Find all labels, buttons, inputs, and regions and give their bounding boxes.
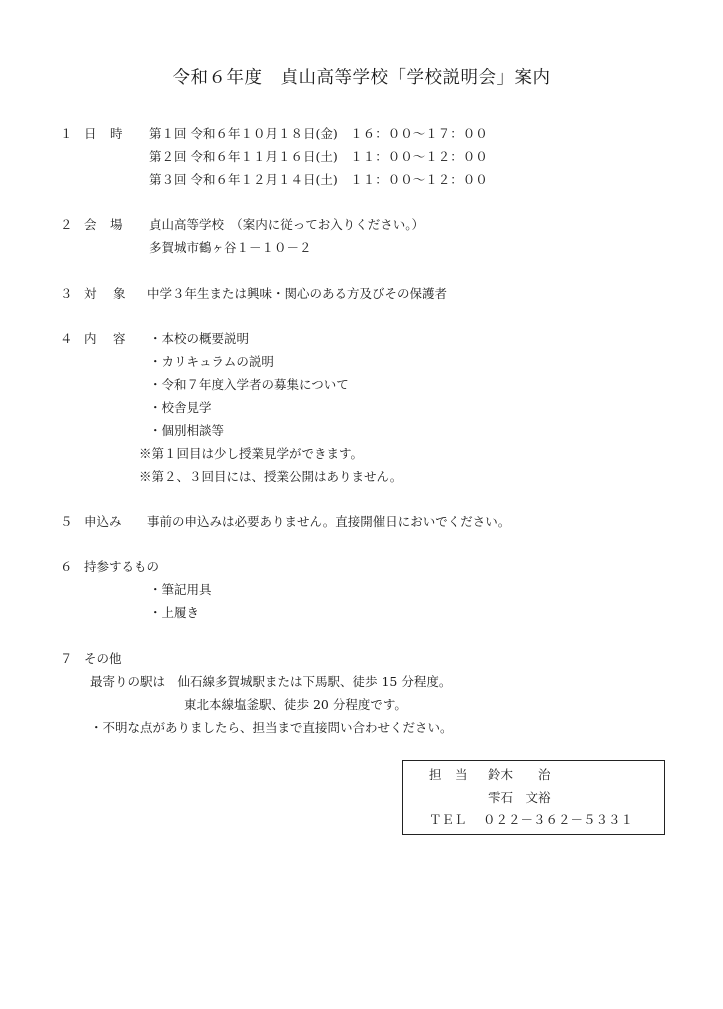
section-label: その他 (84, 651, 122, 666)
contact-box (402, 760, 665, 835)
inquiry-text: ・不明な点がありましたら、担当まで直接問い合わせください。 (90, 720, 453, 735)
section-label-char: 日 (84, 126, 97, 141)
content-item: ・令和７年度入学者の募集について (149, 377, 349, 392)
contact-label-char: 当 (455, 767, 468, 782)
content-note: ※第１回目は少し授業見学ができます。 (139, 446, 364, 461)
content-item: ・個別相談等 (149, 423, 225, 438)
section-label-char: 時 (110, 126, 123, 141)
section-label-char: 内 (84, 331, 97, 346)
belonging-item: ・筆記用具 (149, 582, 212, 597)
session-1: 第１回 令和６年１０月１８日(金) １６：００〜１７：００ (149, 126, 488, 141)
application-text: 事前の申込みは必要ありません。直接開催日においでください。 (147, 514, 511, 529)
belonging-item: ・上履き (149, 605, 200, 620)
content-item: ・校舎見学 (149, 400, 212, 415)
venue-text: 貞山高等学校 （案内に従ってお入りください。） (149, 217, 425, 232)
content-note: ※第２、３回目には、授業公開はありません。 (139, 469, 403, 484)
section-number: ６ (60, 559, 73, 574)
station-info-2: 東北本線塩釜駅、徒歩 20 分程度です。 (184, 697, 407, 712)
session-2: 第２回 令和６年１１月１６日(土) １１：００〜１２：００ (149, 149, 488, 164)
section-number: ７ (60, 651, 73, 666)
content-item: ・本校の概要説明 (149, 331, 250, 346)
section-number: ４ (60, 331, 73, 346)
section-label-char: 容 (113, 331, 126, 346)
section-number: ３ (60, 286, 73, 301)
section-label-char: 場 (110, 217, 123, 232)
section-number: ５ (60, 514, 73, 529)
section-number: ２ (60, 217, 73, 232)
venue-address: 多賀城市鶴ヶ谷１－１０－２ (149, 240, 312, 255)
section-label-char: 会 (84, 217, 97, 232)
section-label-char: 対 (84, 286, 97, 301)
section-label-char: 象 (113, 286, 126, 301)
section-label: 申込み (84, 514, 122, 529)
page-title: 令和６年度 貞山高等学校「学校説明会」案内 (172, 68, 551, 88)
section-label: 持参するもの (84, 559, 160, 574)
target-text: 中学３年生または興味・関心のある方及びその保護者 (147, 286, 448, 301)
contact-person-2: 雫石 文裕 (488, 790, 551, 805)
contact-tel-label: ＴＥＬ (429, 812, 467, 827)
content-item: ・カリキュラムの説明 (149, 354, 274, 369)
contact-person-1: 鈴木 治 (488, 767, 551, 782)
session-3: 第３回 令和６年１２月１４日(土) １１：００〜１２：００ (149, 172, 488, 187)
station-info-1: 最寄りの駅は 仙石線多賀城駅または下馬駅、徒歩 15 分程度。 (90, 674, 452, 689)
section-number: １ (60, 126, 73, 141)
contact-tel: ０２２－３６２－５３３１ (483, 812, 634, 827)
contact-label-char: 担 (429, 767, 442, 782)
